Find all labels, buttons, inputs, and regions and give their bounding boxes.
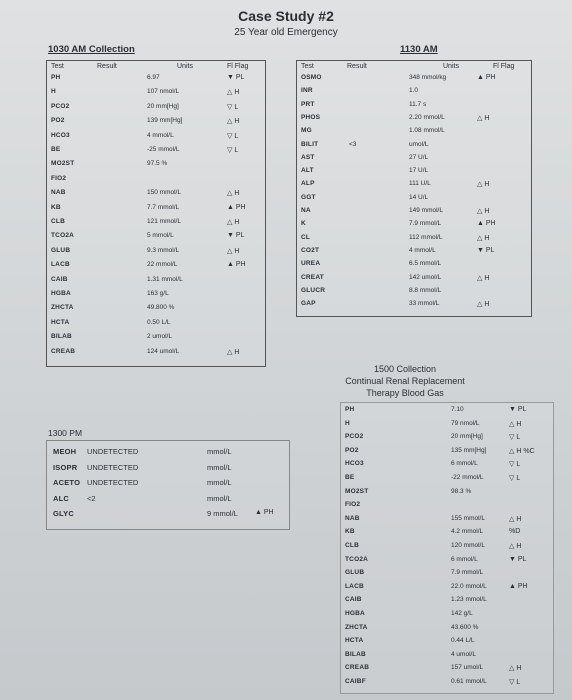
test-units: mmol/L <box>207 447 232 456</box>
test-value: 4 umol/L <box>451 650 476 658</box>
test-code: PO2 <box>51 117 65 125</box>
test-flag: ▲ PH <box>477 74 496 81</box>
test-flag: △ H <box>227 247 240 255</box>
test-code: CLB <box>345 542 359 549</box>
test-code: PHOS <box>301 113 321 121</box>
test-code: PH <box>51 74 61 81</box>
test-code: KB <box>345 528 355 536</box>
test-units: mmol/L <box>207 478 232 487</box>
test-code: CAIBF <box>345 678 366 685</box>
test-value: 157 umol/L <box>451 664 484 672</box>
test-flag: ▽ L <box>509 679 521 686</box>
test-code: UREA <box>301 260 321 268</box>
test-flag: ▽ L <box>509 461 521 469</box>
test-value: 4.2 mmol/L <box>451 528 484 536</box>
test-code: BE <box>345 474 355 481</box>
test-code: KB <box>51 203 61 211</box>
test-code: FIO2 <box>51 174 67 182</box>
test-code: CO2T <box>301 246 320 254</box>
test-code: H <box>51 88 56 96</box>
page-subtitle: 25 Year old Emergency <box>234 27 338 38</box>
test-flag: △ H %C <box>509 447 535 455</box>
test-flag: △ H <box>477 114 490 122</box>
test-code: CREAB <box>51 347 76 355</box>
test-code: NAB <box>51 189 66 197</box>
test-code: TCO2A <box>345 555 369 563</box>
col-result-header: Result <box>97 63 117 70</box>
test-flag: ▽ L <box>509 475 521 482</box>
test-value: 124 umol/L <box>147 347 180 355</box>
test-flag: ▲ PH <box>477 220 496 228</box>
col-result-header-right: Result <box>347 63 367 70</box>
test-code: HGBA <box>345 610 365 617</box>
test-code: CL <box>301 233 311 241</box>
test-value: 6 mmol/L <box>451 460 478 468</box>
test-result: UNDETECTED <box>87 447 139 456</box>
test-code: MEOH <box>53 447 77 456</box>
test-value: 155 mmol/L <box>451 514 485 522</box>
test-value: 1.23 mmol/L <box>451 596 487 604</box>
test-units: mmol/L <box>207 462 232 472</box>
test-code: INR <box>301 87 313 95</box>
test-flag: ▲ PH <box>227 261 246 269</box>
test-value: 6.5 mmol/L <box>409 260 442 268</box>
test-value: 4 mmol/L <box>409 246 436 254</box>
test-units: mmol/L <box>207 493 232 503</box>
test-result: UNDETECTED <box>87 478 139 487</box>
test-code: TCO2A <box>51 232 75 240</box>
test-flag: △ H <box>227 89 240 97</box>
test-value: 43.600 % <box>451 623 479 631</box>
test-value: 33 mmol/L <box>409 300 440 308</box>
test-flag: △ H <box>227 348 240 356</box>
test-value: 149 mmol/L <box>409 207 443 214</box>
test-flag: ▽ L <box>227 103 239 111</box>
test-flag: △ H <box>477 181 490 189</box>
test-value: 5 mmol/L <box>147 232 174 240</box>
test-value: 120 mmol/L <box>451 542 485 549</box>
test-flag: ▼ PL <box>477 246 495 254</box>
test-value: 7.10 <box>451 406 464 413</box>
col-test-header-right: Test <box>301 63 314 70</box>
test-value: 7.7 mmol/L <box>147 203 180 211</box>
test-value: 17 U/L <box>409 167 429 175</box>
test-code: MO2ST <box>345 487 369 495</box>
test-result: <3 <box>349 140 357 148</box>
test-value: 6.97 <box>147 74 160 81</box>
test-flag: %D <box>509 528 521 536</box>
test-value: 142 umol/L <box>409 273 442 281</box>
test-value: 14 U/L <box>409 193 429 201</box>
test-flag: △ H <box>509 515 522 523</box>
test-flag: △ H <box>477 208 490 215</box>
test-code: GLUB <box>345 569 365 577</box>
test-flag: △ H <box>227 190 240 198</box>
test-value: 49.800 % <box>147 304 175 312</box>
test-value: 348 mmol/kg <box>409 74 447 81</box>
test-value: 4 mmol/L <box>147 131 174 139</box>
test-code: CREAT <box>301 273 324 281</box>
crrt-header-line3: Therapy Blood Gas <box>366 388 444 398</box>
test-flag: ▲ PH <box>255 509 274 516</box>
test-code: HCTA <box>345 637 364 645</box>
test-value: 0.50 L/L <box>147 318 171 326</box>
pm-collection-header: 1300 PM <box>48 428 83 438</box>
test-code: HCO3 <box>51 131 70 139</box>
test-value: 20 mm[Hg] <box>147 102 179 110</box>
test-code: BE <box>51 146 61 153</box>
test-code: GLUCR <box>301 286 326 294</box>
col-units-header-right: Units <box>443 63 459 70</box>
test-value: 20 mm[Hg] <box>451 433 483 441</box>
test-value: -22 mmol/L <box>451 474 484 481</box>
test-code: LACB <box>51 261 70 269</box>
test-value: 121 mmol/L <box>147 218 181 225</box>
page-title: Case Study #2 <box>238 8 334 24</box>
test-value: 107 nmol/L <box>147 88 180 96</box>
test-code: GGT <box>301 193 316 201</box>
test-value: 97.5 % <box>147 160 168 168</box>
test-code: GLYC <box>53 509 74 518</box>
test-value: 0.61 mmol/L <box>451 678 487 685</box>
test-code: BILIT <box>301 140 319 148</box>
test-code: H <box>345 419 350 427</box>
test-result: <2 <box>87 493 96 503</box>
test-code: BILAB <box>51 333 72 341</box>
test-flag: △ H <box>477 234 490 242</box>
test-value: 1.0 <box>409 87 419 95</box>
test-value: 112 mmol/L <box>409 233 443 241</box>
test-value: 9.3 mmol/L <box>147 246 180 254</box>
test-code: NA <box>301 207 311 214</box>
test-value: 150 mmol/L <box>147 189 181 197</box>
left-collection-header: 1030 AM Collection <box>48 44 135 55</box>
left-results-table <box>46 60 266 367</box>
test-flag: △ H <box>227 219 240 226</box>
test-flag: ▽ L <box>509 434 521 442</box>
test-value: 8.8 mmol/L <box>409 286 442 294</box>
test-code: ALC <box>53 493 70 503</box>
test-flag: ▽ L <box>227 132 239 140</box>
test-value: 0.44 L/L <box>451 637 475 645</box>
test-value: 79 nmol/L <box>451 419 480 427</box>
test-flag: ▼ PL <box>509 555 527 563</box>
test-value: 98.3 % <box>451 487 472 495</box>
test-value: 27 U/L <box>409 153 429 161</box>
pm-results-table <box>46 440 290 530</box>
test-code: HCO3 <box>345 460 364 468</box>
test-code: AST <box>301 153 315 161</box>
test-code: PO2 <box>345 446 359 454</box>
right-results-table <box>296 60 532 317</box>
test-flag: △ H <box>227 118 240 126</box>
test-value: 22.0 mmol/L <box>451 582 487 590</box>
col-flag-header-right: Fl Flag <box>493 63 515 70</box>
test-code: CAIB <box>345 596 362 604</box>
test-code: FIO2 <box>345 501 361 509</box>
test-code: K <box>301 220 306 228</box>
test-flag: ▲ PH <box>509 582 528 590</box>
test-flag: △ H <box>477 301 490 309</box>
test-flag: ▲ PH <box>227 203 246 211</box>
test-code: CLB <box>51 218 65 225</box>
test-code: PH <box>345 406 355 413</box>
test-value: 139 mm[Hg] <box>147 117 183 125</box>
test-code: CREAB <box>345 664 370 672</box>
test-flag: △ H <box>477 274 490 282</box>
test-flag: △ H <box>509 665 522 673</box>
test-code: OSMO <box>301 74 322 81</box>
test-code: LACB <box>345 582 364 590</box>
crrt-header-line2: Continual Renal Replacement <box>345 376 465 386</box>
test-code: PRT <box>301 100 315 108</box>
test-value: 163 g/L <box>147 290 169 297</box>
test-code: GAP <box>301 300 316 308</box>
test-value: 7.9 mmol/L <box>451 569 484 577</box>
test-value: 2.20 mmol/L <box>409 113 445 121</box>
col-test-header: Test <box>51 63 64 70</box>
test-code: HGBA <box>51 290 71 297</box>
test-code: ACETO <box>53 478 81 487</box>
test-flag: △ H <box>509 420 522 428</box>
test-value: 135 mm[Hg] <box>451 446 487 454</box>
col-units-header: Units <box>177 63 193 70</box>
test-code: BILAB <box>345 650 366 658</box>
test-flag: ▽ L <box>227 147 239 154</box>
test-code: PCO2 <box>51 102 70 110</box>
test-code: MG <box>301 127 312 135</box>
test-code: ISOPR <box>53 462 78 472</box>
test-value: 22 mmol/L <box>147 261 178 269</box>
test-code: ZHCTA <box>345 623 368 631</box>
right-collection-header: 1130 AM <box>400 44 438 55</box>
test-value: 6 mmol/L <box>451 555 478 563</box>
test-code: CAIB <box>51 275 68 283</box>
test-value: 2 umol/L <box>147 333 172 341</box>
test-result: UNDETECTED <box>87 462 139 472</box>
test-code: ZHCTA <box>51 304 74 312</box>
test-code: NAB <box>345 514 360 522</box>
test-flag: △ H <box>509 543 522 550</box>
crrt-header-line1: 1500 Collection <box>373 364 437 374</box>
test-flag: ▼ PL <box>227 232 245 240</box>
test-code: HCTA <box>51 318 70 326</box>
col-flag-header: Fl Flag <box>227 63 249 70</box>
test-value: 111 U/L <box>409 180 431 188</box>
test-code: GLUB <box>51 246 71 254</box>
test-value: 7.9 mmol/L <box>409 220 442 228</box>
test-flag: ▼ PL <box>509 406 527 413</box>
test-value: 142 g/L <box>451 610 473 617</box>
test-units: 9 mmol/L <box>207 509 238 518</box>
test-code: MO2ST <box>51 160 75 168</box>
test-code: PCO2 <box>345 433 364 441</box>
test-value: -25 mmol/L <box>147 146 180 153</box>
crrt-results-table <box>340 402 554 694</box>
test-value: umol/L <box>409 140 429 148</box>
test-value: 1.31 mmol/L <box>147 275 183 283</box>
test-value: 11.7 s <box>409 100 427 108</box>
test-code: ALT <box>301 167 314 175</box>
test-flag: ▼ PL <box>227 74 245 81</box>
test-value: 1.08 mmol/L <box>409 127 445 135</box>
test-code: ALP <box>301 180 315 188</box>
